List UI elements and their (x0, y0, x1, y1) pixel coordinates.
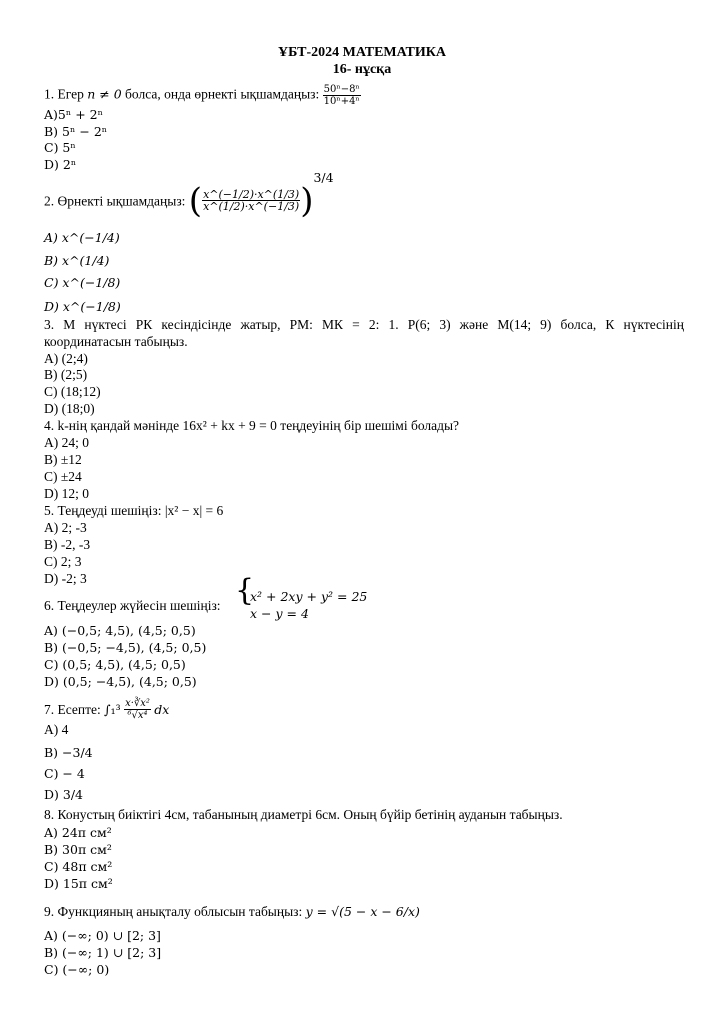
q8-option-d[interactable]: D) 15π см² (44, 876, 113, 891)
q8-option-b[interactable]: B) 30π см² (44, 842, 112, 857)
q4-option-c[interactable]: C) ±24 (44, 469, 82, 484)
q8-option-c[interactable]: C) 48π см² (44, 859, 113, 874)
q1-fraction: $\frac{\text{50ⁿ−8ⁿ}}{\text{10ⁿ+4ⁿ}}$ (323, 84, 360, 107)
q9-option-b[interactable]: B) (−∞; 1) ∪ [2; 3] (44, 945, 162, 960)
q3-text-line1: 3. М нүктесі РК кесіндісінде жатыр, РМ: МК = 2: 1. Р(6; 3) және М(14; 9) болса, К нүктесінің (44, 317, 684, 332)
q4-option-b[interactable]: B) ±12 (44, 452, 82, 467)
question-9 (44, 903, 420, 920)
q7-integral-sign: ∫₁³ (104, 702, 121, 717)
q6-option-a[interactable]: A) (−0,5; 4,5), (4,5; 0,5) (44, 623, 196, 638)
q4-option-a[interactable]: A) 24; 0 (44, 435, 89, 450)
q6-option-b[interactable]: B) (−0,5; −4,5), (4,5; 0,5) (44, 640, 207, 655)
question-1 (44, 84, 361, 107)
q6-option-c[interactable]: C) (0,5; 4,5), (4,5; 0,5) (44, 657, 186, 672)
q3-text-line2: координатасын табыңыз. (44, 334, 188, 349)
q3-option-a[interactable]: A) (2;4) (44, 351, 88, 366)
question-8: 8. Конустың биіктігі 4см, табанының диаметрі 6см. Оның бүйір бетінің ауданын табыңыз. (44, 807, 563, 822)
q3-option-c[interactable]: C) (18;12) (44, 384, 101, 399)
q6-equation-2: x − y = 4 (250, 606, 309, 621)
q3-option-d[interactable]: D) (18;0) (44, 401, 95, 416)
q9-option-a[interactable]: A) (−∞; 0) ∪ [2; 3] (44, 928, 161, 943)
q7-option-b[interactable]: B) −3/4 (44, 745, 93, 760)
q9-text: 9. Функцияның анықталу облысын табыңыз: (44, 904, 306, 919)
q6-text: 6. Теңдеулер жүйесін шешіңіз: (44, 598, 221, 613)
q1-text-2: болса, онда өрнекті ықшамдаңыз: (121, 86, 323, 102)
q7-option-c[interactable]: C) − 4 (44, 766, 85, 781)
q1-option-d[interactable]: D) 2ⁿ (44, 157, 77, 172)
q7-option-a[interactable]: A) 4 (44, 722, 69, 737)
exam-title: ҰБТ-2024 МАТЕМАТИКА (277, 45, 447, 60)
q2-power: 3/4 (313, 170, 334, 185)
q5-option-a[interactable]: A) 2; -3 (44, 520, 87, 535)
q6-system-brace: { (235, 573, 255, 608)
question-7 (44, 698, 169, 721)
q1-condition: n ≠ 0 (87, 86, 122, 102)
q2-option-d[interactable]: D) x^(−1/8) (44, 299, 121, 314)
q9-function: y = √(5 − x − 6/x) (305, 904, 420, 919)
q9-option-c[interactable]: C) (−∞; 0) (44, 962, 110, 977)
q2-option-a[interactable]: A) x^(−1/4) (44, 230, 120, 245)
q1-text: 1. Егер (44, 86, 88, 102)
q7-dx: dx (154, 702, 170, 717)
q1-option-c[interactable]: C) 5ⁿ (44, 140, 76, 155)
q1-option-a[interactable]: A)5ⁿ + 2ⁿ (44, 107, 104, 122)
question-2: 2. Өрнекті ықшамдаңыз: ( $\frac{x\^{}(-1/2)\cdot x\^{}(1/3)}{x\^{}(1/2)\cdot x\^{}(-1/3)}$ )$^{3/4}$ (44, 170, 334, 221)
q8-option-a[interactable]: A) 24π см² (44, 825, 112, 840)
q5-option-c[interactable]: C) 2; 3 (44, 554, 82, 569)
q3-option-b[interactable]: B) (2;5) (44, 367, 88, 382)
q5-option-b[interactable]: B) -2, -3 (44, 537, 91, 552)
q1-option-b[interactable]: B) 5ⁿ − 2ⁿ (44, 124, 108, 139)
question-4: 4. k-нің қандай мәнінде 16x² + kx + 9 = 0 теңдеуінің бір шешімі болады? (44, 418, 460, 433)
q7-option-d[interactable]: D) 3/4 (44, 787, 83, 802)
q7-integrand: $\frac{\text{x·∛x²}}{\text{⁶√x⁴}}$ (125, 698, 150, 721)
q6-option-d[interactable]: D) (0,5; −4,5), (4,5; 0,5) (44, 674, 197, 689)
q4-option-d[interactable]: D) 12; 0 (44, 486, 89, 501)
q7-text: 7. Есепте: (44, 702, 105, 717)
q2-fraction: $\frac{x\^{}(-1/2)\cdot x\^{}(1/3)}{x\^{}(1/2)\cdot x\^{}(-1/3)}$ (203, 188, 300, 214)
q5-option-d[interactable]: D) -2; 3 (44, 571, 87, 586)
q6-equation-1: x² + 2xy + y² = 25 (250, 589, 368, 604)
q2-option-c[interactable]: C) x^(−1/8) (44, 275, 121, 290)
variant-number: 16- нұсқа (332, 62, 392, 77)
q2-option-b[interactable]: B) x^(1/4) (44, 253, 110, 268)
question-5: 5. Теңдеуді шешіңіз: |x² − x| = 6 (44, 503, 224, 518)
q2-text: 2. Өрнекті ықшамдаңыз: (44, 193, 189, 209)
